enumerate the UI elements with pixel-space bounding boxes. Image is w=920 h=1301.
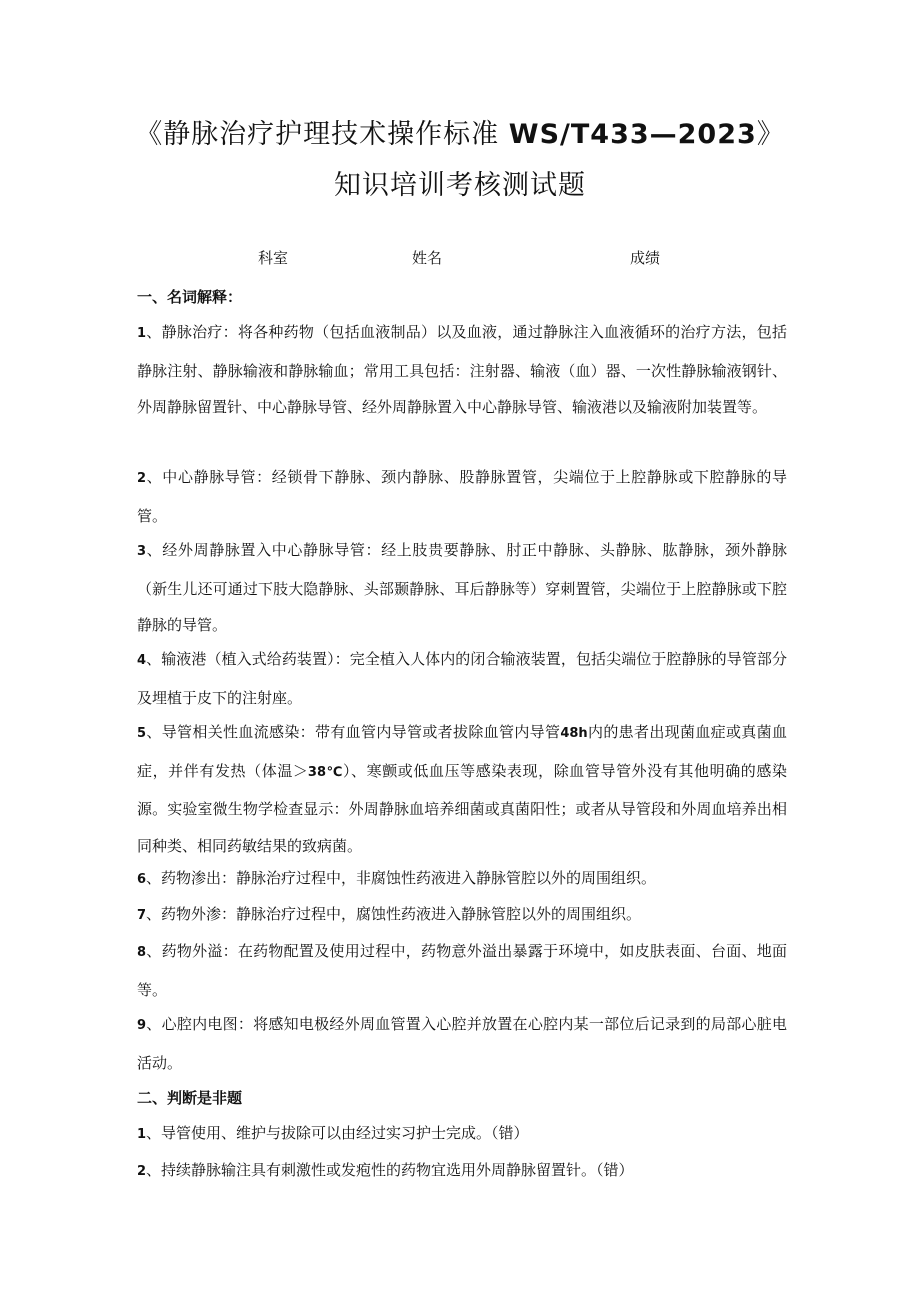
definition-item: 5、导管相关性血流感染：带有血管内导管或者拔除血管内导管48h内的患者出现菌血症或真菌血症，并伴有发热（体温＞38℃）、寒颤或低血压等感染表现，除血管导管外没有其他明确的感染源。实验室微生物学检查显示：外周静脉血培养细菌或真菌阳性；或者从导管段和外周血培养出相同种类、相同药敏结果的致病菌。 [137,723,787,855]
standard-code: WS/T433—2023 [508,119,757,150]
definition-item: 9、心腔内电图：将感知电极经外周血管置入心腔并放置在心腔内某一部位后记录到的局部心脏电活动。 [137,1015,787,1072]
score-label: 成绩 [630,249,661,267]
definition-item: 4、输液港（植入式给药装置）：完全植入人体内的闭合输液装置，包括尖端位于腔静脉的导管部分及埋植于皮下的注射座。 [137,650,787,707]
definition-item: 2、中心静脉导管：经锁骨下静脉、颈内静脉、股静脉置管，尖端位于上腔静脉或下腔静脉的导管。 [137,468,787,525]
title-prefix: 《静脉治疗护理技术操作标准 [135,119,509,150]
definition-item: 7、药物外渗：静脉治疗过程中，腐蚀性药液进入静脉管腔以外的周围组织。 [137,905,642,923]
true-false-item: 2、持续静脉输注具有刺激性或发疱性的药物宜选用外周静脉留置针。（错） [137,1161,634,1179]
department-label: 科室 [258,249,289,267]
definition-item: 8、药物外溢：在药物配置及使用过程中，药物意外溢出暴露于环境中，如皮肤表面、台面、地面等。 [137,942,787,999]
name-label: 姓名 [412,249,443,267]
definition-item: 1、静脉治疗：将各种药物（包括血液制品）以及血液，通过静脉注入血液循环的治疗方法，包括静脉注射、静脉输液和静脉输血；常用工具包括：注射器、输液（血）器、一次性静脉输液钢针、外周静脉留置针、中心静脉导管、经外周静脉置入中心静脉导管、输液港以及输液附加装置等。 [137,323,787,416]
definition-item: 3、经外周静脉置入中心静脉导管：经上肢贵要静脉、肘正中静脉、头静脉、肱静脉，颈外静脉（新生儿还可通过下肢大隐静脉、头部颞静脉、耳后静脉等）穿刺置管，尖端位于上腔静脉或下腔静脉的导管。 [137,541,787,634]
document-title-line2: 知识培训考核测试题 [334,170,586,201]
section1-heading: 一、名词解释： [137,288,243,306]
definition-item: 6、药物渗出：静脉治疗过程中，非腐蚀性药液进入静脉管腔以外的周围组织。 [137,869,657,887]
section2-heading: 二、判断是非题 [137,1089,243,1107]
true-false-item: 1、导管使用、维护与拔除可以由经过实习护士完成。（错） [137,1124,529,1142]
title-suffix: 》 [756,119,785,150]
document-title-line1 [0,112,920,151]
